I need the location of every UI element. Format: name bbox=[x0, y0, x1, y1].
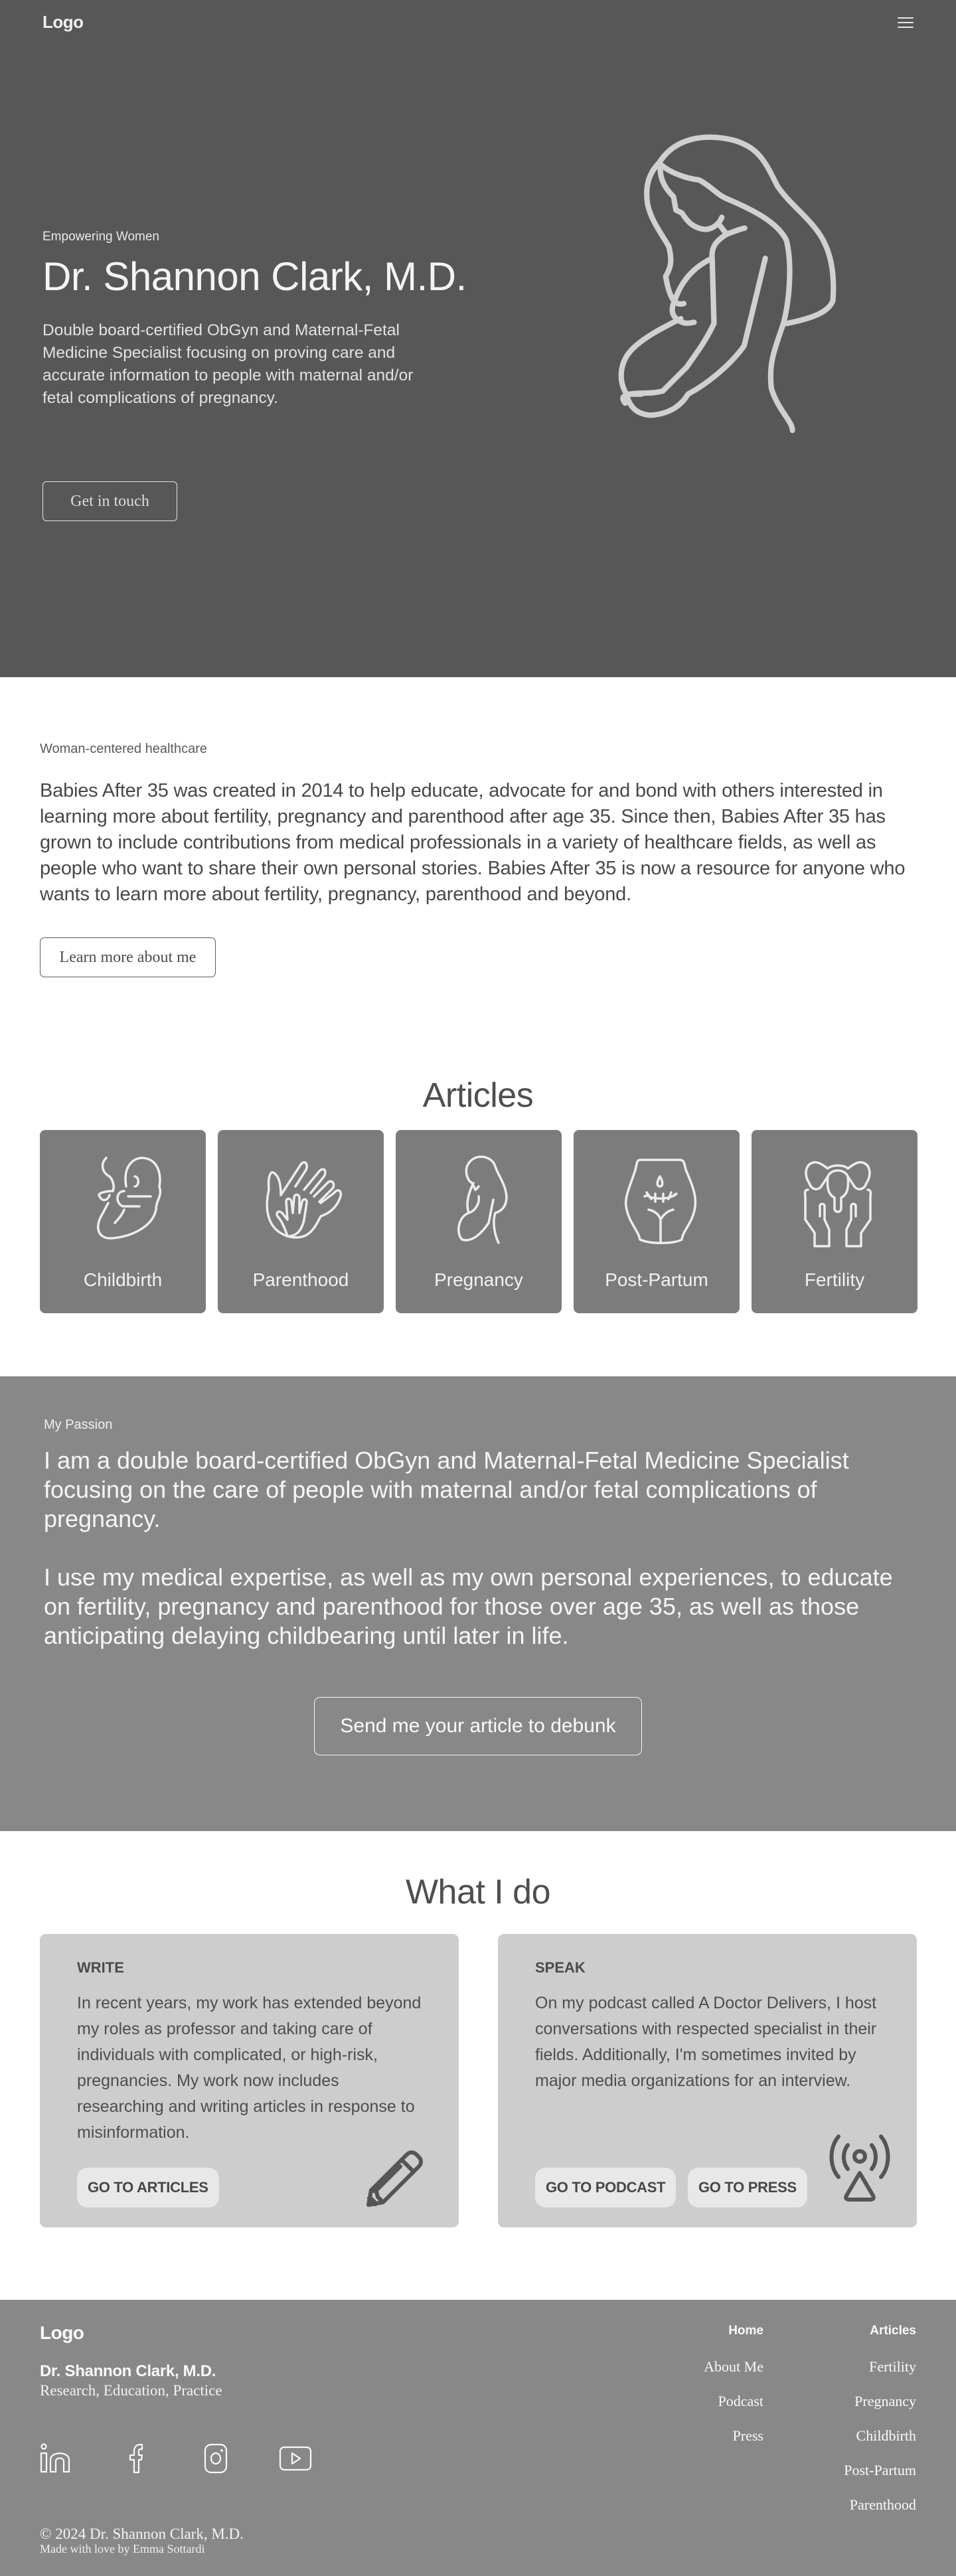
learn-more-button[interactable]: Learn more about me bbox=[40, 937, 216, 977]
speak-card bbox=[498, 1934, 917, 2227]
c-section-icon bbox=[610, 1150, 703, 1249]
pregnant-woman-illustration-icon bbox=[584, 106, 850, 531]
footer-home-heading[interactable]: Home bbox=[728, 2324, 763, 2338]
pencil-icon bbox=[362, 2145, 428, 2212]
hero-title: Dr. Shannon Clark, M.D. bbox=[42, 254, 467, 299]
top-nav bbox=[0, 0, 956, 46]
get-in-touch-button[interactable]: Get in touch bbox=[42, 481, 177, 521]
passion-eyebrow: My Passion bbox=[44, 1417, 113, 1432]
footer-articles-heading[interactable]: Articles bbox=[870, 2324, 916, 2338]
footer-name: Dr. Shannon Clark, M.D. bbox=[40, 2362, 216, 2380]
send-article-button[interactable]: Send me your article to debunk bbox=[314, 1697, 642, 1755]
card-label: Parenthood bbox=[252, 1269, 349, 1290]
go-to-podcast-button[interactable]: GO TO PODCAST bbox=[535, 2168, 676, 2208]
go-to-press-button[interactable]: GO TO PRESS bbox=[688, 2168, 807, 2208]
footer-nav-articles bbox=[844, 2324, 916, 2531]
hamburger-icon[interactable] bbox=[898, 17, 914, 31]
instagram-icon[interactable] bbox=[199, 2443, 232, 2474]
passion-paragraph-2: I use my medical expertise, as well as my own personal experiences, to educate on fertility, pregnancy and parenthood for those over age 35, as well as those anticipating delaying childbearing until later in life. bbox=[44, 1564, 893, 1649]
article-card-childbirth[interactable] bbox=[40, 1130, 206, 1313]
passion-section bbox=[0, 1376, 956, 1831]
footer-tagline: Research, Education, Practice bbox=[40, 2382, 222, 2399]
footer-link-childbirth[interactable]: Childbirth bbox=[856, 2427, 916, 2444]
hero-eyebrow: Empowering Women bbox=[42, 230, 160, 244]
card-label: Pregnancy bbox=[434, 1269, 523, 1290]
logo[interactable]: Logo bbox=[42, 12, 84, 32]
footer-link-parenthood[interactable]: Parenthood bbox=[849, 2496, 916, 2513]
article-card-parenthood[interactable] bbox=[218, 1130, 384, 1313]
card-label: Fertility bbox=[804, 1269, 865, 1290]
articles-section bbox=[0, 1022, 956, 1376]
hero-section bbox=[0, 0, 956, 677]
about-section bbox=[0, 677, 956, 1022]
speak-heading: SPEAK bbox=[535, 1959, 586, 1976]
write-text: In recent years, my work has extended beyond my roles as professor and taking care of individuals with complicated, or high-risk, pregnancies. My work now includes researching and writing articles in response to misinformation. bbox=[77, 1994, 422, 2142]
hands-icon bbox=[254, 1150, 347, 1249]
footer-link-post-partum[interactable]: Post-Partum bbox=[844, 2462, 916, 2478]
go-to-articles-button[interactable]: GO TO ARTICLES bbox=[77, 2168, 219, 2208]
article-cards bbox=[40, 1130, 917, 1313]
card-label: Post-Partum bbox=[605, 1269, 708, 1290]
footer-link-press[interactable]: Press bbox=[732, 2427, 763, 2444]
footer-logo[interactable]: Logo bbox=[40, 2322, 84, 2343]
articles-title: Articles bbox=[422, 1076, 534, 1115]
card-label: Childbirth bbox=[83, 1269, 163, 1290]
write-heading: WRITE bbox=[77, 1959, 124, 1976]
article-card-pregnancy[interactable] bbox=[396, 1130, 562, 1313]
footer-link-pregnancy[interactable]: Pregnancy bbox=[854, 2393, 916, 2409]
social-links bbox=[40, 2443, 312, 2474]
footer-nav-home bbox=[704, 2324, 763, 2462]
write-card bbox=[40, 1934, 459, 2227]
article-card-fertility[interactable] bbox=[752, 1130, 917, 1313]
article-card-post-partum[interactable] bbox=[574, 1130, 740, 1313]
broadcast-icon bbox=[827, 2133, 893, 2206]
linkedin-icon[interactable] bbox=[40, 2443, 73, 2474]
footer-link-podcast[interactable]: Podcast bbox=[718, 2393, 763, 2409]
facebook-icon[interactable] bbox=[120, 2443, 153, 2474]
about-text: Babies After 35 was created in 2014 to help educate, advocate for and bond with others interested in learning more about fertility, pregnancy and parenthood after age 35. Since then, Babies After 35 has grown to include contributions from medical professionals in a variety of healthcare fields, as well as people who want to share their own personal stories. Babies After 35 is now a resource for anyone who wants to learn more about fertility, pregnancy, parenthood and beyond. bbox=[40, 780, 906, 905]
uterus-hands-icon bbox=[788, 1150, 881, 1249]
made-by: Made with love by Emma Sottardi bbox=[40, 2542, 205, 2555]
copyright: © 2024 Dr. Shannon Clark, M.D. bbox=[40, 2526, 244, 2542]
passion-paragraph-1: I am a double board-certified ObGyn and Maternal-Fetal Medicine Specialist focusing on the care of people with maternal and/or fetal complications of pregnancy. bbox=[44, 1447, 849, 1532]
what-i-do-title: What I do bbox=[405, 1873, 551, 1911]
hero-text bbox=[42, 230, 467, 410]
footer-link-fertility[interactable]: Fertility bbox=[869, 2358, 916, 2375]
fetus-icon bbox=[76, 1150, 169, 1249]
pregnant-woman-icon bbox=[432, 1150, 525, 1249]
footer-link-about-me[interactable]: About Me bbox=[704, 2358, 763, 2375]
what-i-do-section bbox=[0, 1831, 956, 2300]
youtube-icon[interactable] bbox=[279, 2443, 312, 2474]
hero-description: Double board-certified ObGyn and Maternal-Fetal Medicine Specialist focusing on proving care and accurate information to people with maternal and/or fetal complications of pregnancy. bbox=[42, 321, 414, 407]
speak-text: On my podcast called A Doctor Delivers, I host conversations with respected specialist in their fields. Additionally, I'm sometimes invited by major media organizations for an interview. bbox=[535, 1994, 877, 2090]
about-eyebrow: Woman-centered healthcare bbox=[40, 742, 207, 756]
footer bbox=[0, 2300, 956, 2576]
